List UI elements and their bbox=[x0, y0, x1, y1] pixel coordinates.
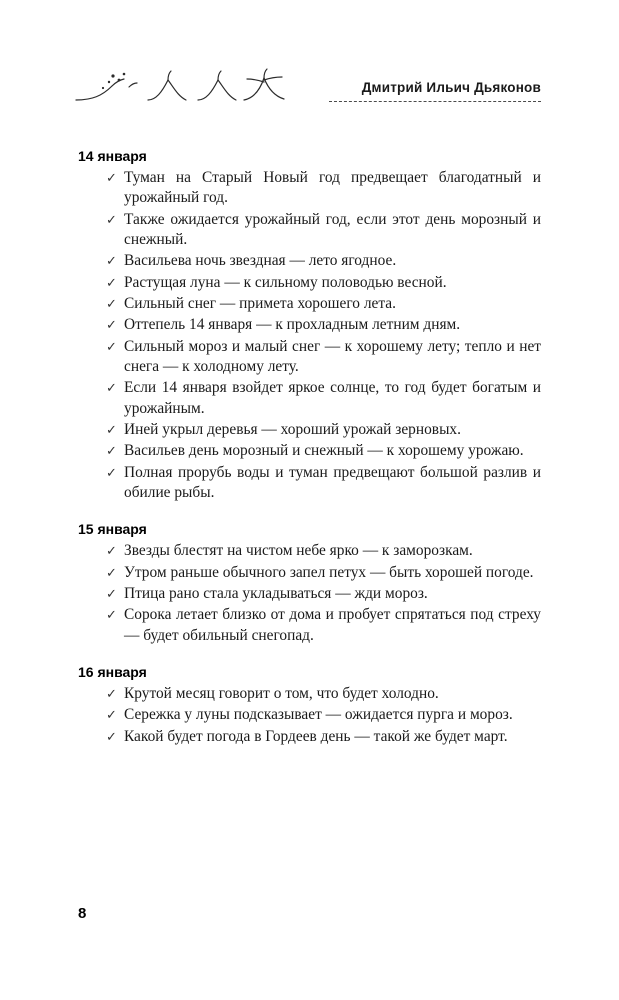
list-item bbox=[106, 337, 541, 378]
date-heading: 16 января bbox=[78, 663, 147, 680]
list-item bbox=[106, 684, 541, 704]
list-item-text: Сильный мороз и малый снег — к хорошему лету; тепло и нет снега — к холодному лету. bbox=[124, 337, 541, 375]
omen-list bbox=[78, 541, 541, 646]
list-item bbox=[106, 441, 541, 461]
list-item-text: Васильева ночь звездная — лето ягодное. bbox=[124, 252, 397, 270]
list-item-text: Звезды блестят на чистом небе ярко — к заморозкам. bbox=[124, 542, 473, 560]
check-mark-tick-icon: ✓ bbox=[106, 707, 117, 723]
check-mark-tick-icon: ✓ bbox=[106, 338, 117, 354]
list-item-text: Оттепель 14 января — к прохладным летним дням. bbox=[124, 316, 461, 334]
list-item-text: Растущая луна — к сильному половодью весной. bbox=[124, 273, 447, 291]
date-heading: 14 января bbox=[78, 148, 147, 164]
list-item-text: Какой будет погода в Гордеев день — такой же будет март. bbox=[124, 727, 508, 745]
section-15-january bbox=[78, 521, 541, 646]
list-item bbox=[106, 315, 541, 335]
check-mark-tick-icon: ✓ bbox=[106, 380, 117, 396]
list-item bbox=[106, 378, 541, 419]
section-14-january bbox=[78, 148, 541, 503]
list-item bbox=[106, 420, 541, 440]
omen-list bbox=[78, 684, 541, 747]
check-mark-tick-icon: ✓ bbox=[106, 564, 117, 580]
list-item bbox=[106, 463, 541, 504]
list-item bbox=[106, 541, 541, 561]
list-item-text: Туман на Старый Новый год предвещает благодатный и урожайный год. bbox=[124, 169, 541, 207]
list-item-text: Утром раньше обычного запел петух — быть хорошей погоде. bbox=[124, 563, 534, 581]
list-item-text: Васильев день морозный и снежный — к хорошему урожаю. bbox=[124, 442, 524, 460]
check-mark-tick-icon: ✓ bbox=[106, 464, 117, 480]
check-mark-tick-icon: ✓ bbox=[106, 685, 117, 701]
page-header bbox=[78, 66, 541, 126]
list-item bbox=[106, 210, 541, 251]
check-mark-tick-icon: ✓ bbox=[106, 274, 117, 290]
list-item bbox=[106, 273, 541, 293]
list-item bbox=[106, 563, 541, 583]
list-item-text: Полная прорубь воды и туман предвещают большой разлив и обилие рыбы. bbox=[124, 463, 541, 501]
list-item-text: Сорока летает близко от дома и пробует спрятаться под стреху — будет обильный снегопад. bbox=[124, 606, 541, 644]
list-item-text: Если 14 января взойдет яркое солнце, то год будет богатым и урожайным. bbox=[124, 379, 541, 417]
list-item-text: Также ожидается урожайный год, если этот день морозный и снежный. bbox=[124, 210, 541, 248]
list-item-text: Сережка у луны подсказывает — ожидается пурга и мороз. bbox=[124, 706, 513, 724]
check-mark-tick-icon: ✓ bbox=[106, 585, 117, 601]
list-item bbox=[106, 251, 541, 271]
list-item-text: Иней укрыл деревья — хороший урожай зерновых. bbox=[124, 420, 461, 438]
list-item-text: Птица рано стала укладываться — жди мороз. bbox=[124, 584, 428, 602]
list-item bbox=[106, 705, 541, 725]
check-mark-tick-icon: ✓ bbox=[106, 253, 117, 269]
check-mark-tick-icon: ✓ bbox=[106, 728, 117, 744]
list-item bbox=[106, 294, 541, 314]
dashed-rule-icon bbox=[329, 101, 541, 102]
check-mark-tick-icon: ✓ bbox=[106, 170, 117, 185]
plant-sprouts-ornament-icon bbox=[72, 66, 292, 110]
date-heading: 15 января bbox=[78, 521, 147, 538]
list-item bbox=[106, 727, 541, 747]
page-content bbox=[78, 148, 541, 747]
check-mark-tick-icon: ✓ bbox=[106, 211, 117, 227]
list-item-text: Сильный снег — примета хорошего лета. bbox=[124, 294, 396, 312]
check-mark-tick-icon: ✓ bbox=[106, 295, 117, 311]
check-mark-tick-icon: ✓ bbox=[106, 607, 117, 623]
check-mark-tick-icon: ✓ bbox=[106, 317, 117, 333]
header-author-block bbox=[292, 66, 541, 102]
check-mark-tick-icon: ✓ bbox=[106, 543, 117, 559]
section-16-january bbox=[78, 664, 541, 747]
list-item bbox=[106, 168, 541, 209]
author-name: Дмитрий Ильич Дьяконов bbox=[361, 80, 541, 95]
omen-list bbox=[78, 168, 541, 503]
check-mark-tick-icon: ✓ bbox=[106, 443, 117, 459]
list-item bbox=[106, 605, 541, 646]
page-number: 8 bbox=[78, 905, 87, 922]
list-item bbox=[106, 584, 541, 604]
check-mark-tick-icon: ✓ bbox=[106, 421, 117, 437]
list-item-text: Крутой месяц говорит о том, что будет холодно. bbox=[124, 684, 439, 702]
